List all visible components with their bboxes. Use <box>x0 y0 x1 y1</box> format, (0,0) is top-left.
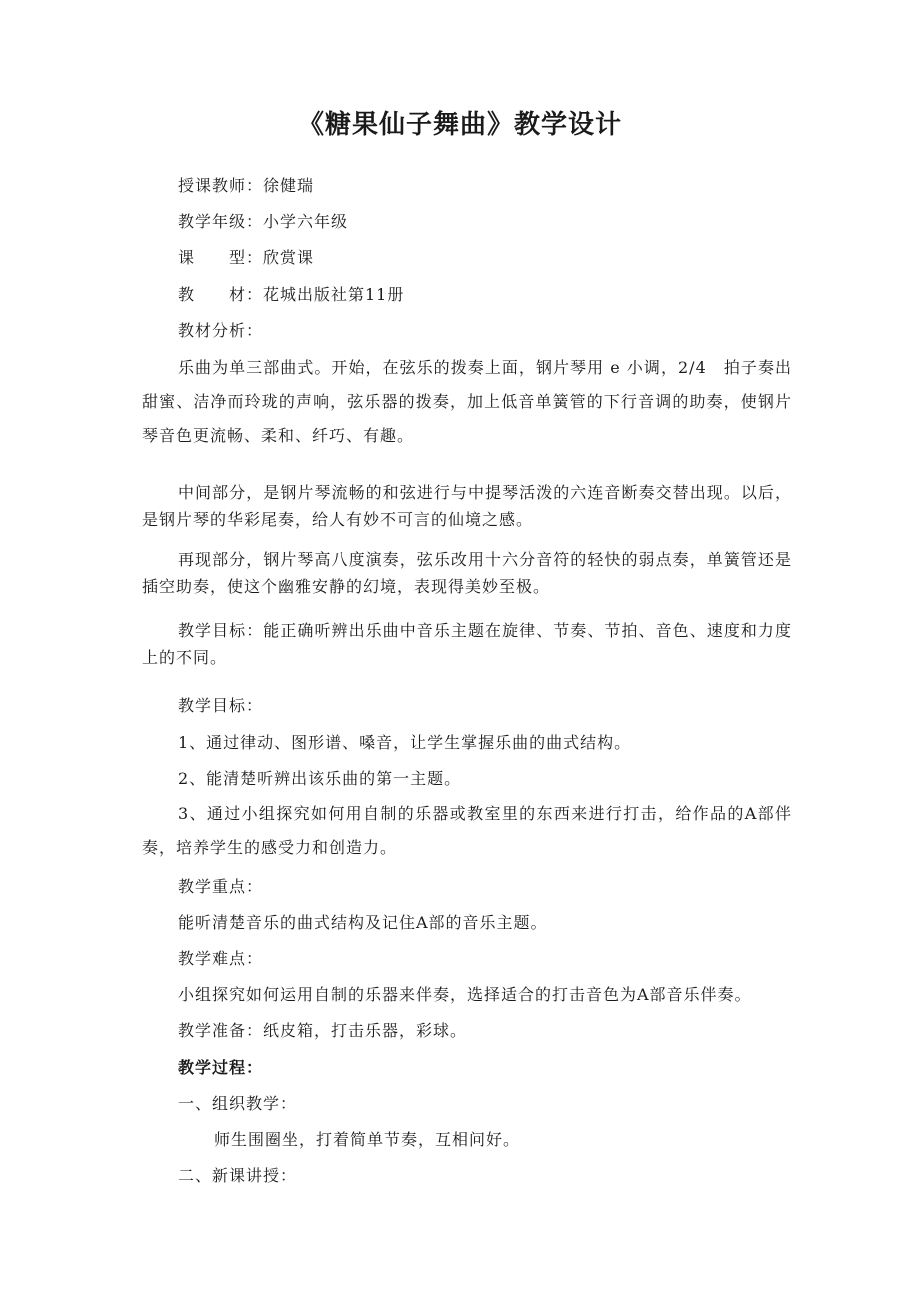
document-title: 《糖果仙子舞曲》教学设计 <box>297 110 622 140</box>
difficulties-text: 小组探究如何运用自制的乐器来伴奏，选择适合的打击音色为A部音乐伴奏。 <box>178 985 752 1004</box>
analysis-paragraph-2: 中间部分，是钢片琴流畅的和弦进行与中提琴活泼的六连音断奏交替出现。以后，是钢片琴的华彩尾奏，给人有妙不可言的仙境之感。 <box>142 483 792 529</box>
section-1-text: 师生围圈坐，打着简单节奏，互相问好。 <box>214 1130 521 1149</box>
process-heading: 教学过程： <box>178 1058 264 1077</box>
lesson-type-line: 课 型：欣赏课 <box>178 248 315 267</box>
analysis-paragraph-1: 乐曲为单三部曲式。开始，在弦乐的拨奏上面，钢片琴用 e 小调，2/4 拍子奏出甜蜜、洁净而玲珑的声响，弦乐器的拨奏，加上低音单簧管的下行音调的助奏，使钢片琴音色更流畅、柔和、纤巧、有趣。 <box>142 358 792 445</box>
key-points-heading: 教学重点： <box>178 877 264 896</box>
section-2-heading: 二、新课讲授： <box>178 1166 298 1185</box>
textbook-line: 教 材：花城出版社第11册 <box>178 285 405 304</box>
teacher-line: 授课教师：徐健瑞 <box>178 176 315 195</box>
key-points-text: 能听清楚音乐的曲式结构及记住A部的音乐主题。 <box>178 913 548 932</box>
objective-item-1: 1、通过律动、图形谱、嗓音，让学生掌握乐曲的曲式结构。 <box>178 733 632 752</box>
analysis-paragraph-4: 教学目标：能正确听辨出乐曲中音乐主题在旋律、节奏、节拍、音色、速度和力度上的不同。 <box>142 621 792 667</box>
section-1-heading: 一、组织教学： <box>178 1094 298 1113</box>
difficulties-heading: 教学难点： <box>178 949 264 968</box>
objectives-heading: 教学目标： <box>178 696 264 715</box>
analysis-heading: 教材分析： <box>178 321 264 340</box>
analysis-paragraph-3: 再现部分，钢片琴高八度演奏，弦乐改用十六分音符的轻快的弱点奏，单簧管还是插空助奏，使这个幽雅安静的幻境，表现得美妙至极。 <box>142 550 792 596</box>
preparation-line: 教学准备：纸皮箱，打击乐器，彩球。 <box>178 1021 468 1040</box>
objective-item-2: 2、能清楚听辨出该乐曲的第一主题。 <box>178 769 462 788</box>
grade-line: 教学年级：小学六年级 <box>178 212 349 231</box>
objective-item-3: 3、通过小组探究如何用自制的乐器或教室里的东西来进行打击，给作品的A部伴奏，培养学生的感受力和创造力。 <box>142 804 792 857</box>
